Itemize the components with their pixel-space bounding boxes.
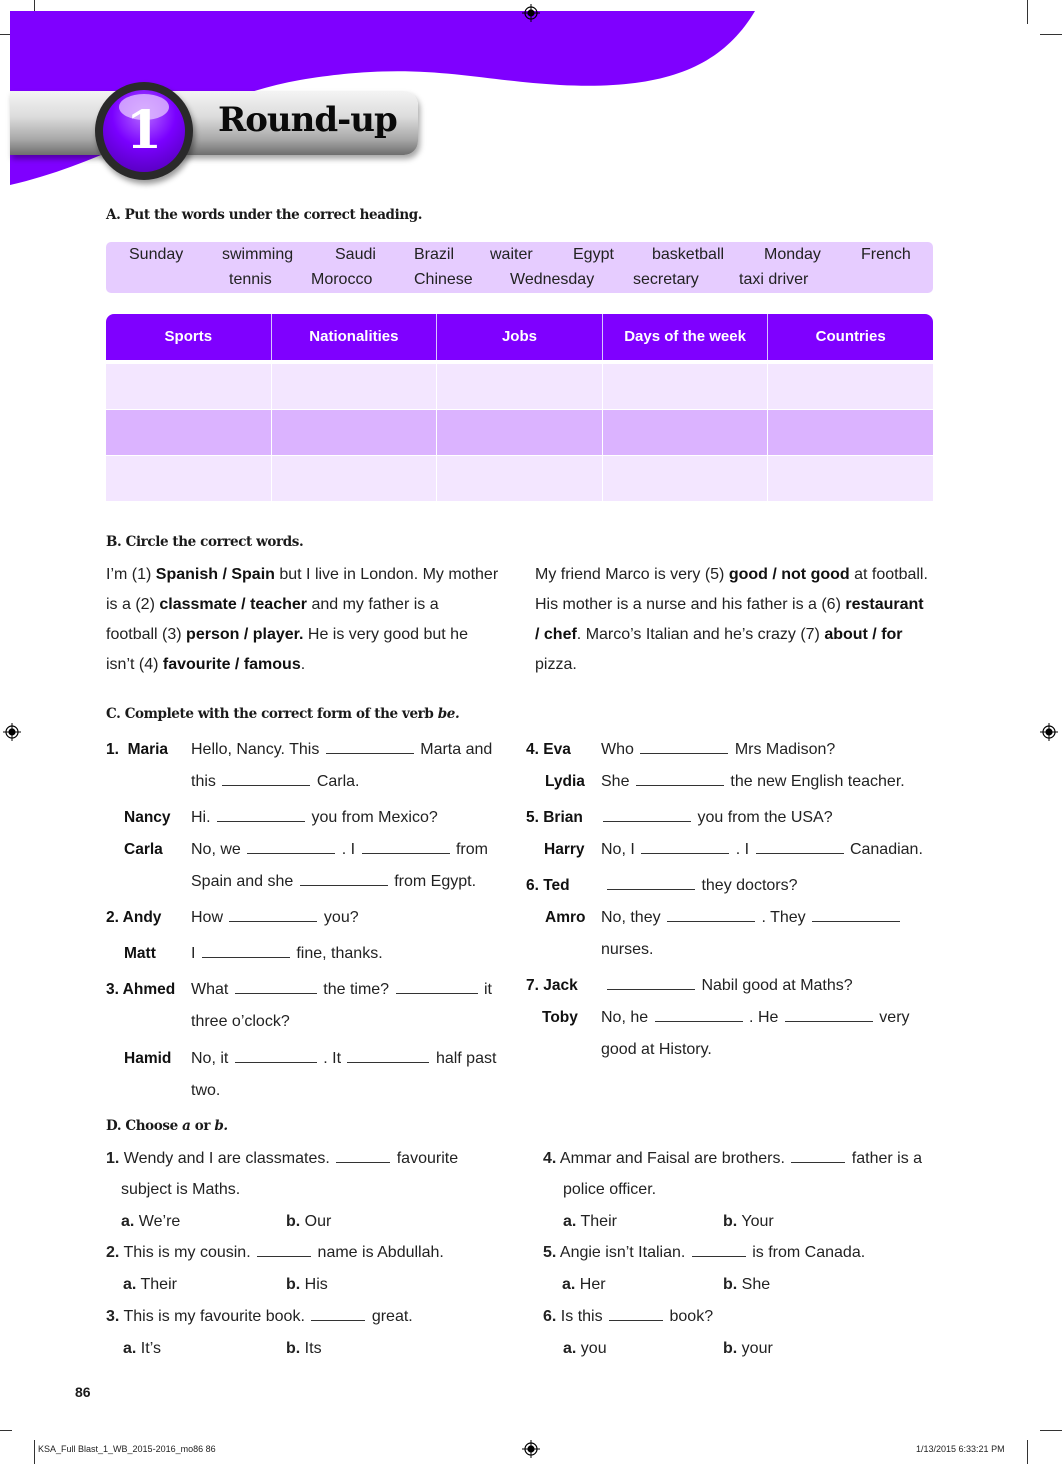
dialog-line: She the new English teacher. <box>601 773 905 790</box>
word-item: Morocco <box>311 271 373 288</box>
speaker-label: Hamid <box>124 1050 172 1067</box>
dialog-line: this Carla. <box>191 773 360 790</box>
print-slug-date: 1/13/2015 6:33:21 PM <box>916 1444 1005 1454</box>
word-item: Brazil <box>414 246 455 263</box>
section-b-right-paragraph: My friend Marco is very (5) good / not good at football. His mother is a nurse and his father is a (6) restaurant / chef. Marco’s Italian and he’s crazy (7) about / for pizza. <box>535 566 928 673</box>
question-item-continued: subject is Maths. <box>121 1181 241 1198</box>
table-cell[interactable] <box>437 456 603 501</box>
crop-mark <box>34 1440 35 1464</box>
option-a[interactable]: a. Their <box>563 1213 617 1230</box>
dialog-line: No, it . It half past <box>191 1050 497 1067</box>
print-slug-file: KSA_Full Blast_1_WB_2015-2016_mo86 86 <box>38 1444 216 1454</box>
speaker-label: Carla <box>124 841 163 858</box>
speaker-label: Matt <box>124 945 156 962</box>
choice[interactable]: restaurant <box>845 596 924 613</box>
speaker-label: Harry <box>544 841 585 858</box>
speaker-label: Toby <box>542 1009 578 1026</box>
choice[interactable]: good / not good <box>728 566 850 583</box>
speaker-label: 5. Brian <box>526 809 583 826</box>
table-cell[interactable] <box>603 364 769 409</box>
page-number: 86 <box>75 1384 91 1400</box>
question-item: 5. Angie isn’t Italian. is from Canada. <box>543 1244 866 1261</box>
word-item: secretary <box>633 271 699 288</box>
dialog-line: No, I . I Canadian. <box>601 841 923 858</box>
dialog-line: What the time? it <box>191 981 492 998</box>
section-b-left-paragraph: I’m (1) Spanish / Spain but I live in London. My mother is a (2) classmate / teacher and my father is a football (3) person / player. He is very good but he isn’t (4) favourite / famous. <box>106 566 499 673</box>
answer-blank[interactable] <box>607 989 695 990</box>
answer-blank[interactable] <box>247 853 335 854</box>
answer-blank[interactable] <box>607 889 695 890</box>
registration-mark-icon <box>522 1440 540 1458</box>
column-header: Jobs <box>437 314 603 360</box>
dialog-line: three o’clock? <box>191 1013 290 1030</box>
section-a-heading: A. Put the words under the correct heading. <box>106 207 423 223</box>
dialog-line: No, they . They <box>601 909 902 927</box>
choice[interactable]: classmate / teacher <box>159 596 307 613</box>
table-cell[interactable] <box>437 364 603 409</box>
table-cell[interactable] <box>768 364 933 409</box>
word-item: Sunday <box>129 246 184 263</box>
dialog-line: No, we . I from <box>191 841 488 858</box>
option-a[interactable]: a. It’s <box>123 1340 161 1357</box>
section-b-heading: B. Circle the correct words. <box>106 534 304 550</box>
dialog-line: nurses. <box>601 941 654 958</box>
answer-blank[interactable] <box>222 785 310 786</box>
dialog-line: Spain and she from Egypt. <box>191 873 477 890</box>
question-item: 3. This is my favourite book. great. <box>106 1308 413 1325</box>
answer-blank[interactable] <box>235 1062 317 1063</box>
option-b[interactable]: b. His <box>286 1276 328 1293</box>
word-item: taxi driver <box>739 271 809 288</box>
speaker-label: 4. Eva <box>526 741 571 758</box>
section-c-heading: C. Complete with the correct form of the verb be. <box>106 706 460 722</box>
page-title: Round-up <box>218 100 397 140</box>
option-b[interactable]: b. Our <box>286 1213 332 1230</box>
word-item: swimming <box>222 246 294 263</box>
word-item: waiter <box>490 246 533 263</box>
option-b[interactable]: b. your <box>723 1340 773 1357</box>
dialog-line: Hello, Nancy. This Marta and <box>191 741 493 758</box>
word-item: basketball <box>652 246 725 263</box>
speaker-label: Lydia <box>545 773 585 790</box>
answer-blank[interactable] <box>641 853 729 854</box>
answer-blank[interactable] <box>667 921 755 922</box>
dialog-line: good at History. <box>601 1041 712 1058</box>
table-cell[interactable] <box>768 456 933 501</box>
section-d-heading: D. Choose a or b. <box>106 1118 228 1134</box>
choice[interactable]: / chef <box>535 626 577 643</box>
answer-blank[interactable] <box>636 785 724 786</box>
choice[interactable]: favourite / famous <box>162 656 301 673</box>
answer-blank[interactable] <box>217 821 305 822</box>
column-header: Nationalities <box>272 314 438 360</box>
answer-blank[interactable] <box>202 957 290 958</box>
table-cell[interactable] <box>603 410 769 455</box>
answer-blank[interactable] <box>336 1162 390 1163</box>
answer-blank[interactable] <box>347 1062 429 1063</box>
column-header: Days of the week <box>603 314 769 360</box>
answer-blank[interactable] <box>362 853 450 854</box>
speaker-label: 7. Jack <box>526 977 578 994</box>
option-a[interactable]: a. you <box>563 1340 607 1357</box>
table-cell[interactable] <box>106 456 272 501</box>
answer-blank[interactable] <box>609 1320 663 1321</box>
dialog-line: two. <box>191 1082 221 1099</box>
crop-mark <box>0 1430 12 1431</box>
dialog-line: Hi. you from Mexico? <box>191 809 438 826</box>
speaker-label: 1. Maria <box>106 741 169 758</box>
dialog-line: Who Mrs Madison? <box>601 741 836 758</box>
word-box <box>106 242 933 293</box>
dialog-line: they doctors? <box>605 877 798 895</box>
dialog-line: Nabil good at Maths? <box>605 977 853 995</box>
option-b[interactable]: b. She <box>723 1276 771 1293</box>
registration-mark-icon <box>522 4 540 22</box>
answer-blank[interactable] <box>326 753 414 754</box>
table-cell[interactable] <box>437 410 603 455</box>
answer-blank[interactable] <box>812 921 900 922</box>
answer-blank[interactable] <box>257 1256 311 1257</box>
crop-mark <box>1027 1440 1028 1464</box>
table-row <box>106 363 933 409</box>
dialog-line: I fine, thanks. <box>191 945 383 962</box>
choice[interactable]: Spanish / Spain <box>155 566 275 583</box>
category-table <box>106 314 933 504</box>
option-b[interactable]: b. Its <box>286 1340 322 1357</box>
word-item: Egypt <box>573 246 614 263</box>
column-header: Countries <box>815 328 886 345</box>
answer-blank[interactable] <box>785 1021 873 1022</box>
word-item: Wednesday <box>510 271 595 288</box>
table-cell[interactable] <box>272 364 438 409</box>
table-row <box>106 409 933 455</box>
question-item-continued: police officer. <box>563 1181 657 1198</box>
answer-blank[interactable] <box>396 993 478 994</box>
speaker-label: Amro <box>545 909 586 926</box>
question-item: 4. Ammar and Faisal are brothers. father is a <box>543 1150 923 1167</box>
choice[interactable]: about / for <box>824 626 903 643</box>
registration-mark-icon <box>1040 723 1058 741</box>
column-header: Sports <box>106 314 272 360</box>
speaker-label: Nancy <box>124 809 171 826</box>
question-item: 2. This is my cousin. name is Abdullah. <box>106 1244 444 1261</box>
word-item: Monday <box>764 246 821 263</box>
table-cell[interactable] <box>603 456 769 501</box>
dialog-line: How you? <box>191 909 359 926</box>
option-b[interactable]: b. Your <box>723 1213 774 1230</box>
unit-badge <box>95 82 193 180</box>
registration-mark-icon <box>3 723 21 741</box>
answer-blank[interactable] <box>692 1256 746 1257</box>
dialog-line: No, he . He very <box>601 1009 910 1026</box>
answer-blank[interactable] <box>311 1320 365 1321</box>
table-header <box>106 314 933 360</box>
table-cell[interactable] <box>106 364 272 409</box>
question-item: 1. Wendy and I are classmates. favourite <box>106 1150 459 1167</box>
speaker-label: 3. Ahmed <box>106 981 176 998</box>
word-item: tennis <box>229 271 272 288</box>
answer-blank[interactable] <box>791 1162 845 1163</box>
word-item: French <box>861 246 911 263</box>
answer-blank[interactable] <box>229 921 317 922</box>
question-item: 6. Is this book? <box>543 1308 714 1325</box>
answer-blank[interactable] <box>300 885 388 886</box>
speaker-label: 2. Andy <box>106 909 162 926</box>
answer-blank[interactable] <box>235 993 317 994</box>
table-cell[interactable] <box>106 410 272 455</box>
option-a[interactable]: a. Her <box>562 1276 606 1293</box>
crop-mark <box>1040 1430 1062 1431</box>
table-row <box>106 455 933 501</box>
option-a[interactable]: a. Their <box>123 1276 177 1293</box>
table-cell[interactable] <box>768 410 933 455</box>
speaker-label: 6. Ted <box>526 877 570 894</box>
unit-number: 1 <box>125 100 163 161</box>
answer-blank[interactable] <box>756 853 844 854</box>
option-a[interactable]: a. We’re <box>121 1213 181 1230</box>
answer-blank[interactable] <box>655 1021 743 1022</box>
word-item: Saudi <box>335 246 376 263</box>
answer-blank[interactable] <box>640 753 728 754</box>
answer-blank[interactable] <box>603 821 691 822</box>
table-cell[interactable] <box>272 410 438 455</box>
table-cell[interactable] <box>272 456 438 501</box>
choice[interactable]: person / player. <box>186 626 304 643</box>
dialog-line: you from the USA? <box>601 809 833 827</box>
word-item: Chinese <box>414 271 473 288</box>
